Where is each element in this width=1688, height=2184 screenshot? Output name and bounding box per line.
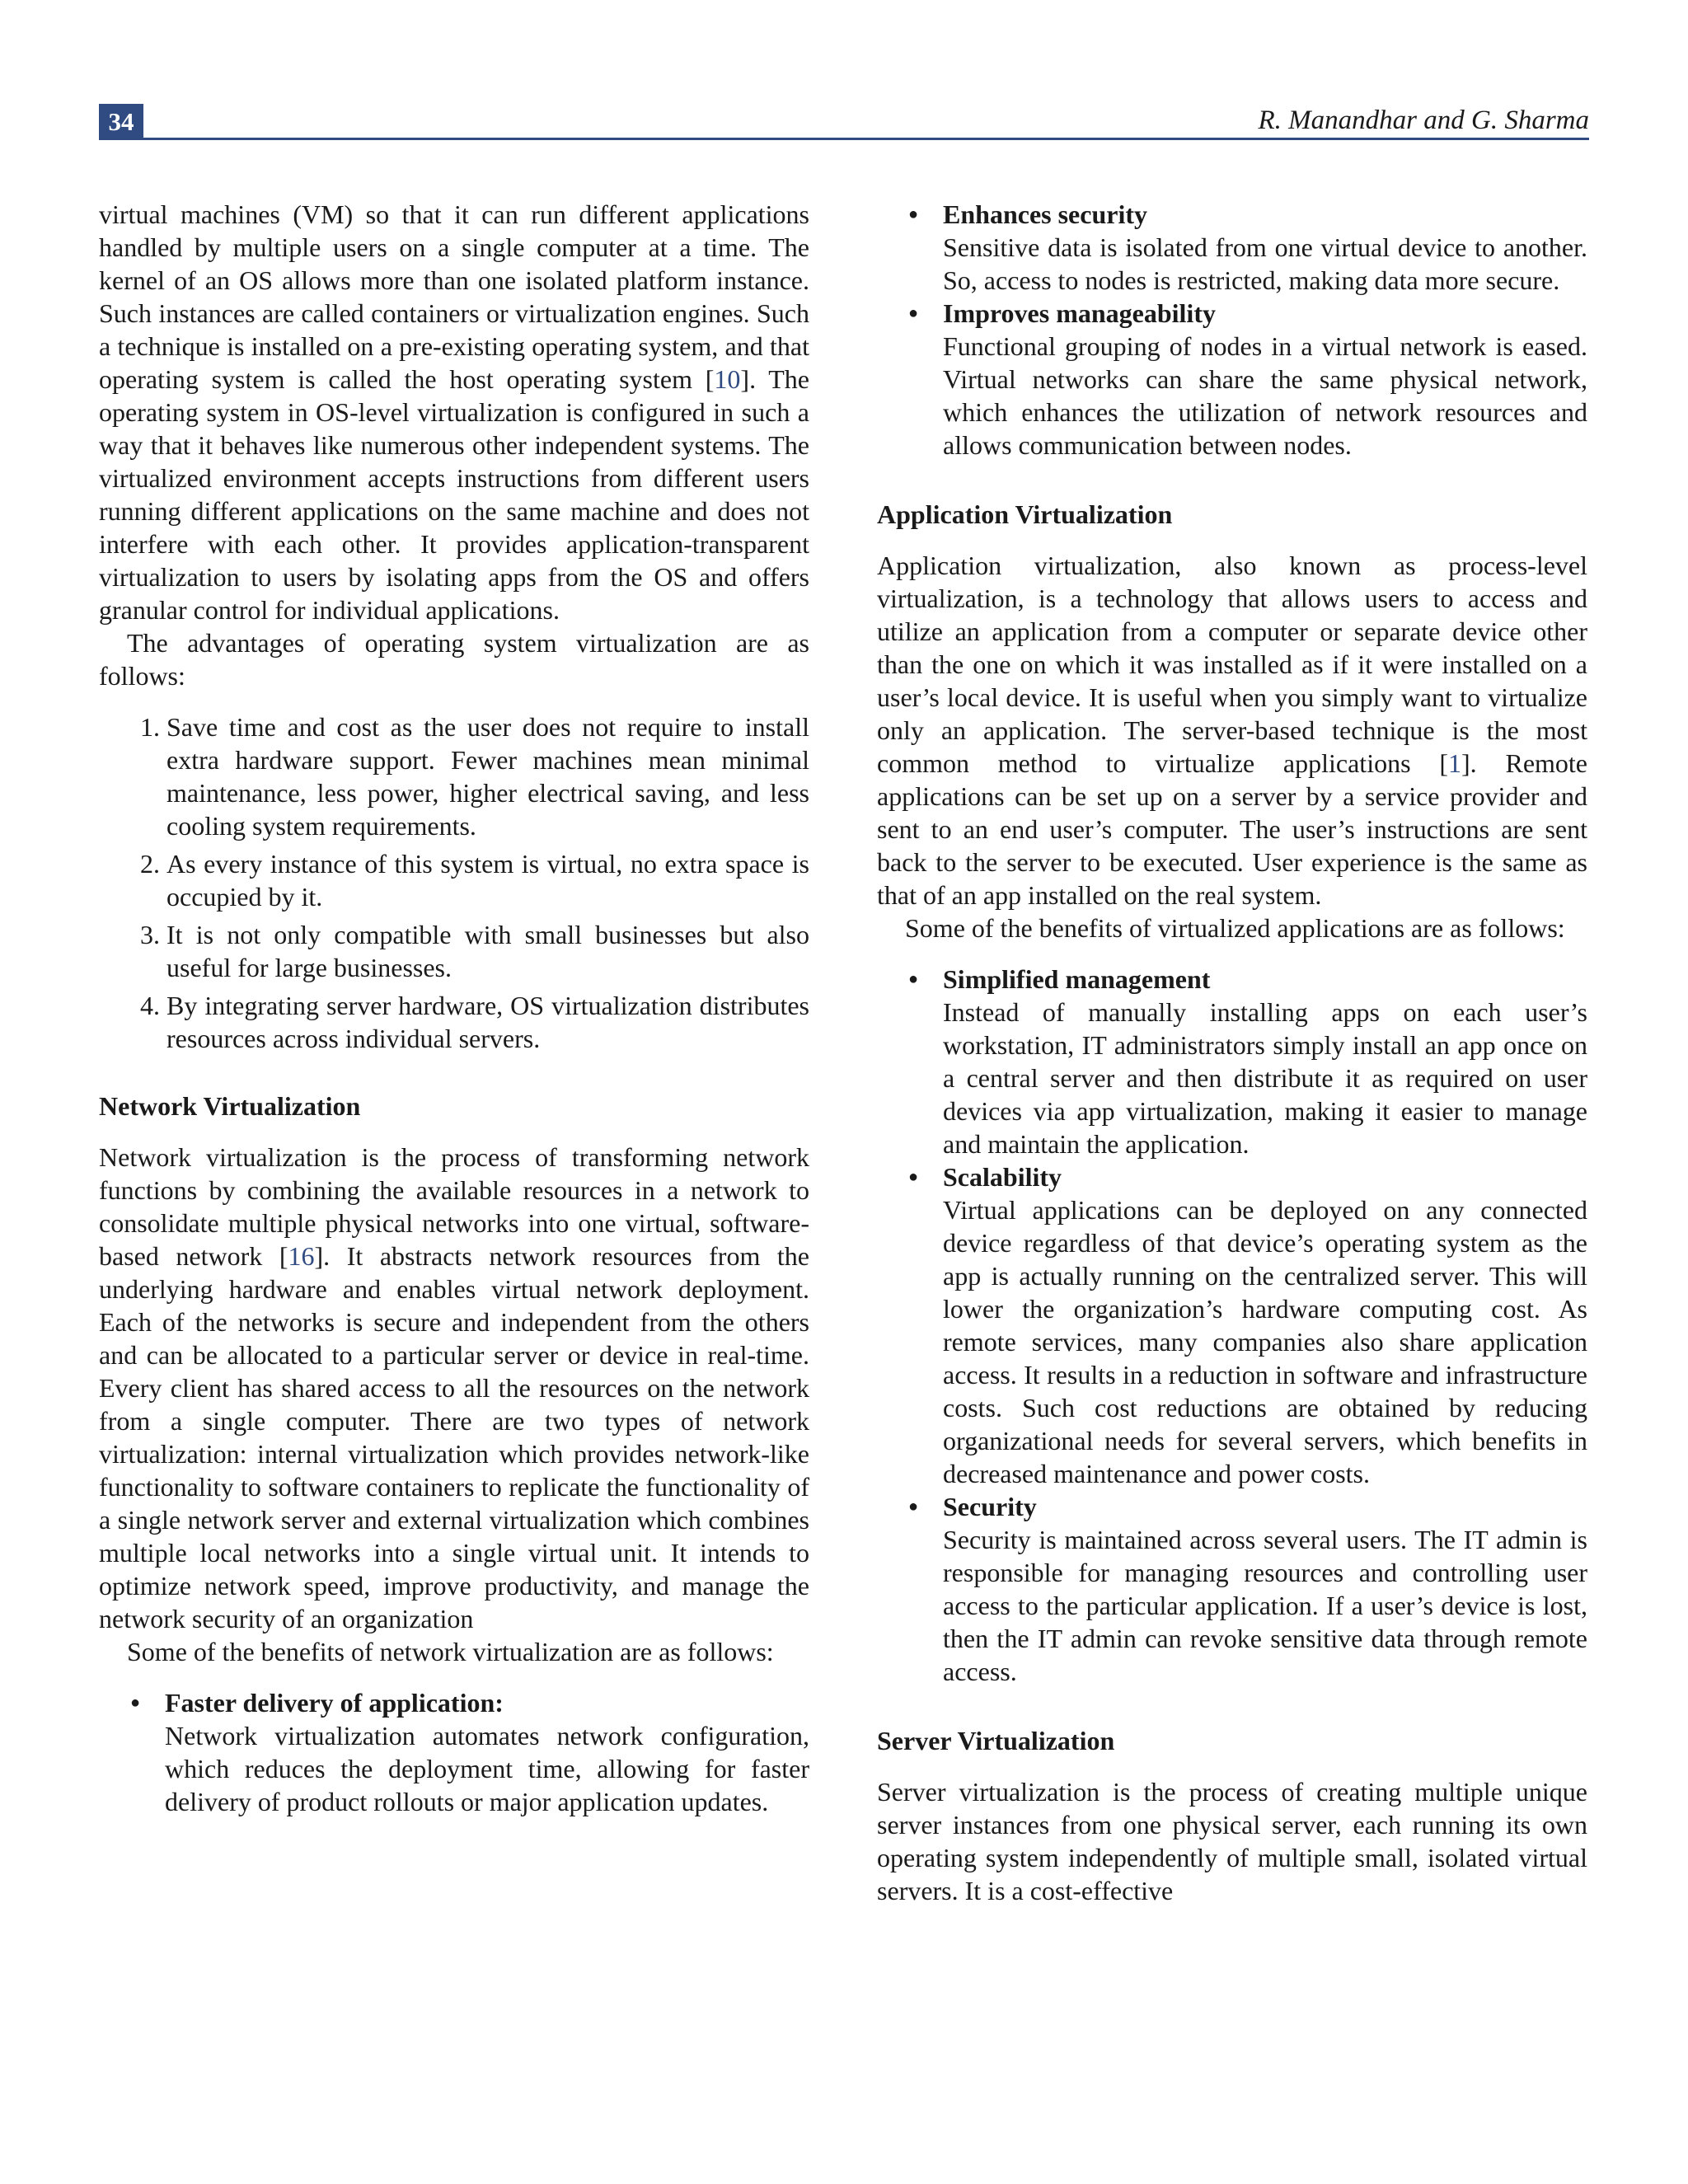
list-item: 3. It is not only compatible with small businesses but also useful for large businesses. — [166, 918, 809, 984]
advantages-intro: The advantages of operating system virtualization are as follows: — [99, 628, 809, 691]
benefit-text: Instead of manually installing apps on each user’s workstation, IT administrators simply install an app once on a central server and then distribute it as required on user devices via app virtualization, making it easier to manage and maintain the application. — [943, 997, 1587, 1159]
page-header — [99, 104, 1589, 142]
list-item — [943, 1490, 1587, 1688]
list-item: 2. As every instance of this system is virtual, no extra space is occupied by it. — [166, 847, 809, 913]
benefit-title: ● Faster delivery of application: — [165, 1688, 504, 1718]
list-item: 1. Save time and cost as the user does not require to install extra hardware support. Fewer machines mean minimal maintenance, less power, higher electrical saving, and less cooling system requirements. — [166, 710, 809, 842]
app-benefits-list — [877, 963, 1587, 1688]
list-item — [165, 1686, 809, 1818]
list-item — [943, 963, 1587, 1160]
list-item — [943, 297, 1587, 462]
list-item — [943, 1160, 1587, 1490]
network-benefits-list — [99, 1686, 809, 1818]
server-paragraph: Server virtualization is the process of creating multiple unique server instances from one physical server, each running its own operating system independently of multiple small, isolated virtual servers. It is a cost-effective — [877, 1777, 1587, 1905]
list-item — [943, 198, 1587, 297]
right-column — [877, 198, 1587, 1907]
advantages-list — [99, 710, 809, 1055]
benefit-title: ● Improves manageability — [943, 298, 1216, 328]
citation-link[interactable]: 16 — [288, 1241, 315, 1271]
benefit-text: Security is maintained across several users. The IT admin is responsible for managing resources and controlling user access to the particular application. If a user’s device is lost, then the IT admin can revoke sensitive data through remote access. — [943, 1525, 1587, 1686]
section-heading-server: Server Virtualization — [877, 1726, 1115, 1755]
list-item: 4. By integrating server hardware, OS virtualization distributes resources across individual servers. — [166, 989, 809, 1055]
benefit-text: Network virtualization automates network configuration, which reduces the deployment time, allowing for faster delivery of product rollouts or major application updates. — [165, 1721, 809, 1816]
network-benefits-list-continued — [877, 198, 1587, 462]
benefit-text: Virtual applications can be deployed on any connected device regardless of that device’s operating system as the app is actually running on the centralized server. This will lower the organization’s hardware computing cost. As remote services, many companies also share application access. It results in a reduction in software and infrastructure costs. Such cost reductions are obtained by reducing organizational needs for several servers, which benefits in decreased maintenance and power costs. — [943, 1195, 1587, 1488]
intro-paragraph: virtual machines (VM) so that it can run different applications handled by multiple users on a single computer at a time. The kernel of an OS allows more than one isolated platform instance. Such instances are called containers or virtualization engines. Such a technique is installed on a pre-existing operating system, and that operating system is called the host operating system [10]. The operating system in OS-level virtualization is configured in such a way that it behaves like numerous other independent systems. The virtualized environment accepts instructions from different users running different applications on the same machine and does not interfere with each other. It provides application-transparent virtualization to users by isolating apps from the OS and offers granular control for individual applications. — [99, 199, 810, 625]
benefit-text: Functional grouping of nodes in a virtual network is eased. Virtual networks can share the same physical network, which enhances the utilization of network resources and allows communication between nodes. — [943, 331, 1587, 460]
benefit-title: ● Enhances security — [943, 199, 1147, 229]
application-paragraph: Application virtualization, also known as process-level virtualization, is a technology that allows users to access and utilize an application from a computer or separate device other than the one on which it was installed as if it were installed on a user’s local device. It is useful when you simply want to virtualize only an application. The server-based technique is the most common method to virtualize applications [1]. Remote applications can be set up on a server by a service provider and sent to an end user’s computer. The user’s instructions are sent back to the server to be executed. User experience is the same as that of an app installed on the real system. — [877, 551, 1588, 910]
network-paragraph: Network virtualization is the process of transforming network functions by combining the available resources in a network to consolidate multiple physical networks into one virtual, software-based network [16]. It abstracts network resources from the underlying hardware and enables virtual network deployment. Each of the networks is secure and independent from the others and can be allocated to a particular server or device in real-time. Every client has shared access to all the resources on the network from a single computer. There are two types of network virtualization: internal virtualization which provides network-like functionality to software containers to replicate the functionality of a single network server and external virtualization which combines multiple local networks into a single virtual unit. It intends to optimize network speed, improve productivity, and manage the network security of an organization — [99, 1142, 810, 1633]
section-heading-network: Network Virtualization — [99, 1091, 361, 1121]
citation-link[interactable]: 1 — [1448, 748, 1462, 778]
section-heading-application: Application Virtualization — [877, 499, 1173, 529]
network-benefits-intro: Some of the benefits of network virtualization are as follows: — [127, 1637, 774, 1666]
app-benefits-intro: Some of the benefits of virtualized applications are as follows: — [905, 913, 1565, 943]
running-head-authors: R. Manandhar and G. Sharma — [1258, 105, 1589, 135]
citation-link[interactable]: 10 — [714, 364, 741, 394]
header-rule — [143, 138, 1589, 140]
benefit-title: ● Scalability — [943, 1162, 1062, 1192]
benefit-text: Sensitive data is isolated from one virtual device to another. So, access to nodes is restricted, making data more secure. — [943, 232, 1587, 295]
benefit-title: ● Simplified management — [943, 964, 1211, 994]
page-number: 34 — [99, 104, 143, 140]
left-column — [99, 198, 809, 1818]
benefit-title: ● Security — [943, 1492, 1037, 1521]
